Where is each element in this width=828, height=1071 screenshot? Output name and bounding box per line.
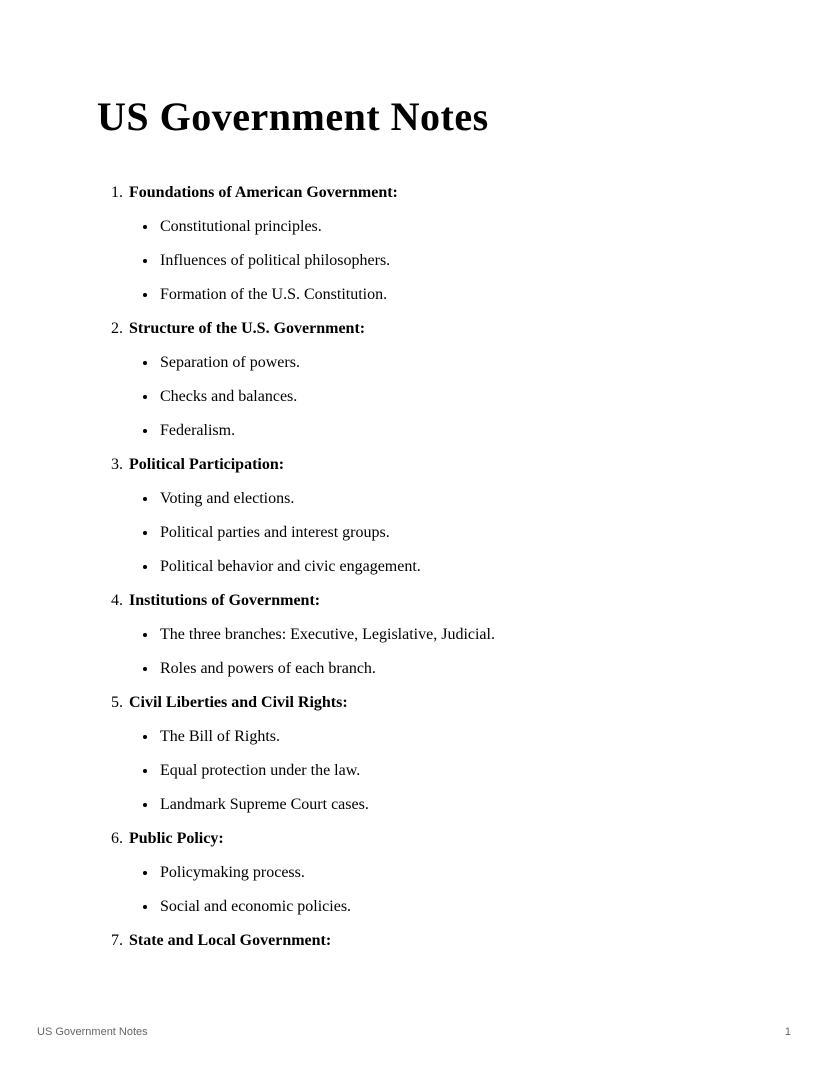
list-item: • Federalism. — [158, 421, 731, 440]
list-item: • Social and economic policies. — [158, 897, 731, 916]
list-item-section-4 — [127, 591, 731, 678]
list-item-section-2 — [127, 319, 731, 440]
sub-list — [129, 489, 731, 576]
list-item: • Formation of the U.S. Constitution. — [158, 285, 731, 304]
sub-list — [129, 625, 731, 678]
list-item-section-5 — [127, 693, 731, 814]
sub-list — [129, 727, 731, 814]
section-title: Institutions of Government: — [129, 592, 321, 609]
sub-list — [129, 217, 731, 304]
list-item: • Separation of powers. — [158, 353, 731, 372]
list-item: • Roles and powers of each branch. — [158, 659, 731, 678]
page-title: US Government Notes — [97, 94, 489, 139]
list-item-section-7 — [127, 931, 731, 950]
list-item: • Constitutional principles. — [158, 217, 731, 236]
list-item: • Political parties and interest groups. — [158, 523, 731, 542]
notes-list — [97, 183, 731, 950]
section-title: Political Participation: — [129, 456, 285, 473]
list-item: • Checks and balances. — [158, 387, 731, 406]
sub-list — [129, 863, 731, 916]
footer-page-number: 1 — [784, 1026, 791, 1038]
page-footer — [0, 1026, 828, 1038]
list-item: • The three branches: Executive, Legislative, Judicial. — [158, 625, 731, 644]
list-item: • The Bill of Rights. — [158, 727, 731, 746]
list-item: • Political behavior and civic engagement. — [158, 557, 731, 576]
section-title: Foundations of American Government: — [129, 184, 398, 201]
section-title: Civil Liberties and Civil Rights: — [129, 694, 348, 711]
section-title: Structure of the U.S. Government: — [129, 320, 366, 337]
list-item: • Equal protection under the law. — [158, 761, 731, 780]
section-title: Public Policy: — [129, 830, 224, 847]
list-item: • Landmark Supreme Court cases. — [158, 795, 731, 814]
list-item: • Influences of political philosophers. — [158, 251, 731, 270]
list-item-section-3 — [127, 455, 731, 576]
section-title: State and Local Government: — [129, 932, 332, 949]
list-item: • Voting and elections. — [158, 489, 731, 508]
sub-list — [129, 353, 731, 440]
list-item-section-1 — [127, 183, 731, 304]
list-item-section-6 — [127, 829, 731, 916]
footer-doc-name: US Government Notes — [37, 1026, 148, 1038]
list-item: • Policymaking process. — [158, 863, 731, 882]
